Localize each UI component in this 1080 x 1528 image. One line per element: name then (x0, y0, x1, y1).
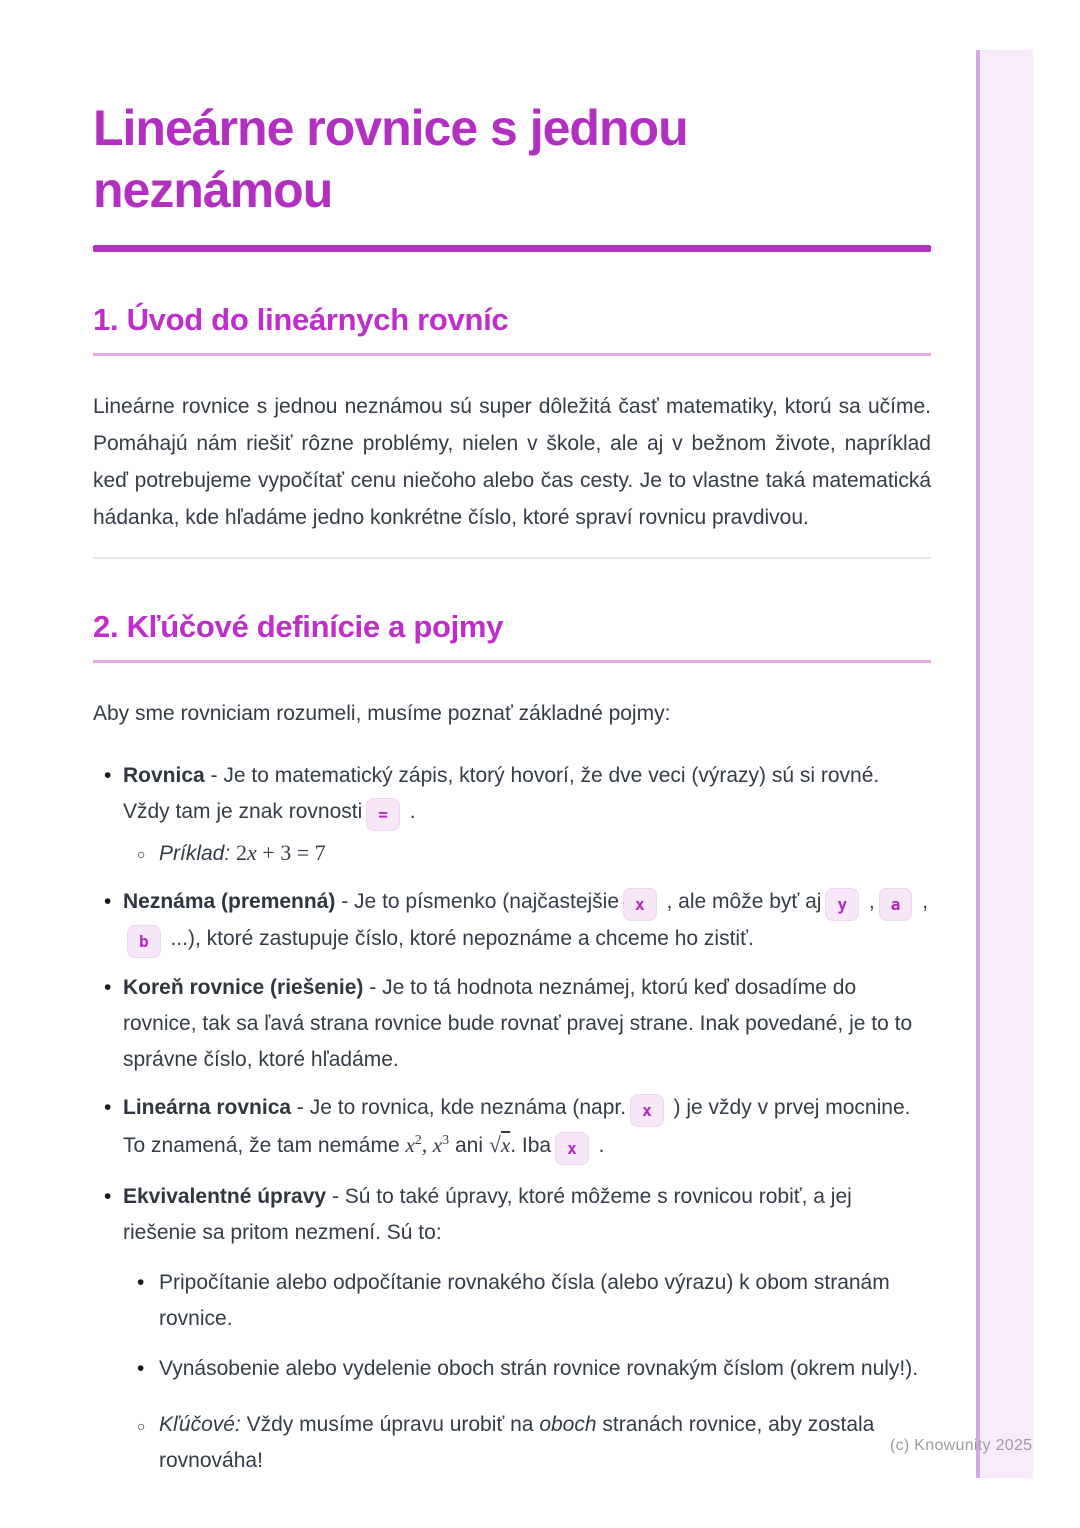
bullet-icon: • (137, 1357, 145, 1380)
definition-body (123, 1090, 931, 1167)
variable-x-badge: x (630, 1094, 664, 1127)
definition-item-rovnica (93, 758, 931, 872)
definition-text: . (592, 1134, 605, 1157)
bullet-icon: • (104, 764, 112, 787)
math-exponent-2: 2 (414, 1133, 422, 1148)
bullet-icon: • (104, 976, 112, 999)
example-label: Príklad: (159, 842, 237, 865)
definition-text: ) je vždy v prvej mocnine. To znamená, že tam nemáme (123, 1096, 911, 1157)
bullet-icon: • (104, 1096, 112, 1119)
term-linearna: Lineárna rovnica (123, 1096, 292, 1119)
section-1-paragraph: Lineárne rovnice s jednou neznámou sú super dôležitá časť matematiky, ktorú sa učíme. Pomáhajú nám riešiť rôzne problémy, nielen v škole, ale aj v bežnom živote, napríklad keď potrebujeme vypočítať cenu niečoho alebo čas cesty. Je to vlastne taká matematická hádanka, kde hľadáme jedno konkrétne číslo, ktoré spraví rovnicu pravdivou. (93, 395, 931, 529)
key-note-text: stranách rovnice, aby zostala rovnováha! (159, 1413, 875, 1472)
math-coefficient: 2 (236, 840, 248, 865)
key-note-body (159, 1407, 931, 1479)
circle-bullet-icon: ○ (137, 1418, 146, 1434)
section-2-intro: Aby sme rovniciam rozumeli, musíme poznať základné pojmy: (93, 702, 671, 725)
variable-y-badge: y (825, 888, 859, 921)
key-note-label: Kľúčové: (159, 1413, 247, 1436)
example-item (123, 835, 931, 872)
math-exponent-3: 3 (442, 1133, 450, 1148)
sub-item-text: Pripočítanie alebo odpočítanie rovnakého čísla (alebo výrazu) k obom stranám rovnice. (159, 1271, 890, 1330)
definition-text: ...), ktoré zastupuje číslo, ktoré nepoznáme a chceme ho zistiť. (164, 927, 754, 950)
key-note-text: Vždy musíme úpravu urobiť na (246, 1413, 540, 1436)
definition-text: , (863, 890, 875, 913)
variable-x-badge: x (623, 888, 657, 921)
section-1-heading: 1. Úvod do lineárnych rovníc (93, 300, 931, 356)
right-margin-strip (976, 50, 1033, 1478)
definition-body (123, 758, 931, 872)
sub-item-text: Vynásobenie alebo vydelenie oboch strán rovnice rovnakým číslom (okrem nuly!). (159, 1357, 919, 1380)
section-1 (93, 300, 931, 536)
definition-item-ekvivalentne (93, 1179, 931, 1479)
bullet-icon: • (104, 890, 112, 913)
bullet-icon: • (104, 1185, 112, 1208)
math-comma: , (421, 1132, 433, 1157)
definition-text: , ale môže byť aj (660, 890, 822, 913)
variable-x-badge: x (555, 1132, 589, 1165)
definition-text: - Je to matematický zápis, ktorý hovorí, že dve veci (výrazy) sú si rovné. Vždy tam je znak rovnosti (123, 764, 880, 823)
definition-text: - Je to písmenko (najčastejšie (335, 890, 620, 913)
definition-list (93, 758, 931, 1479)
footer-credit: (c) Knowunity 2025 (890, 1437, 1033, 1454)
definition-item-neznama (93, 884, 931, 958)
definition-body (123, 970, 931, 1078)
definition-body (123, 884, 931, 958)
document-title: Lineárne rovnice s jednou neznámou (93, 100, 688, 218)
section-divider (93, 557, 931, 559)
sub-item-vynasobenie (123, 1351, 931, 1387)
section-2-heading: 2. Kľúčové definície a pojmy (93, 607, 931, 663)
math-variable: x (247, 840, 257, 865)
variable-a-badge: a (879, 888, 913, 921)
math-x-squared-base: x (405, 1133, 415, 1157)
math-sqrt-x: x (500, 1133, 511, 1157)
definition-text: ani (449, 1134, 489, 1157)
definition-text: - Sú to také úpravy, ktoré môžeme s rovnicou robiť, a jej riešenie sa pritom nezmení. Sú to: (123, 1185, 852, 1244)
variable-b-badge: b (127, 925, 161, 958)
key-note-item (123, 1407, 931, 1479)
equals-badge: = (366, 798, 400, 831)
circle-bullet-icon: ○ (137, 846, 146, 862)
term-rovnica: Rovnica (123, 764, 205, 787)
definition-text: , (916, 890, 929, 913)
definition-body (123, 1179, 931, 1479)
definition-text: . (403, 800, 416, 823)
definition-text: - Je to tá hodnota neznámej, ktorú keď dosadíme do rovnice, tak sa ľavá strana rovnice bude rovnať pravej strane. Inak povedané, je to to správne číslo, ktoré hľadáme. (123, 976, 913, 1071)
term-ekvivalentne: Ekvivalentné úpravy (123, 1185, 327, 1208)
definition-item-linearna (93, 1090, 931, 1167)
math-rest: + 3 = 7 (256, 840, 326, 865)
term-neznama: Neznáma (premenná) (123, 890, 336, 913)
definition-item-koren (93, 970, 931, 1078)
title-rule (93, 245, 931, 252)
key-note-emphasis: oboch (539, 1413, 597, 1436)
math-x-cubed-base: x (432, 1133, 443, 1157)
definition-text: . Iba (510, 1134, 552, 1157)
definition-text: - Je to rovnica, kde neznáma (napr. (291, 1096, 627, 1119)
example-body (159, 835, 931, 872)
radical-sign: √ (488, 1132, 501, 1157)
example-equation (236, 840, 326, 865)
term-koren: Koreň rovnice (riešenie) (123, 976, 364, 999)
section-2 (93, 607, 931, 1479)
bullet-icon: • (137, 1271, 145, 1294)
sub-item-pripocitanie (123, 1265, 931, 1337)
